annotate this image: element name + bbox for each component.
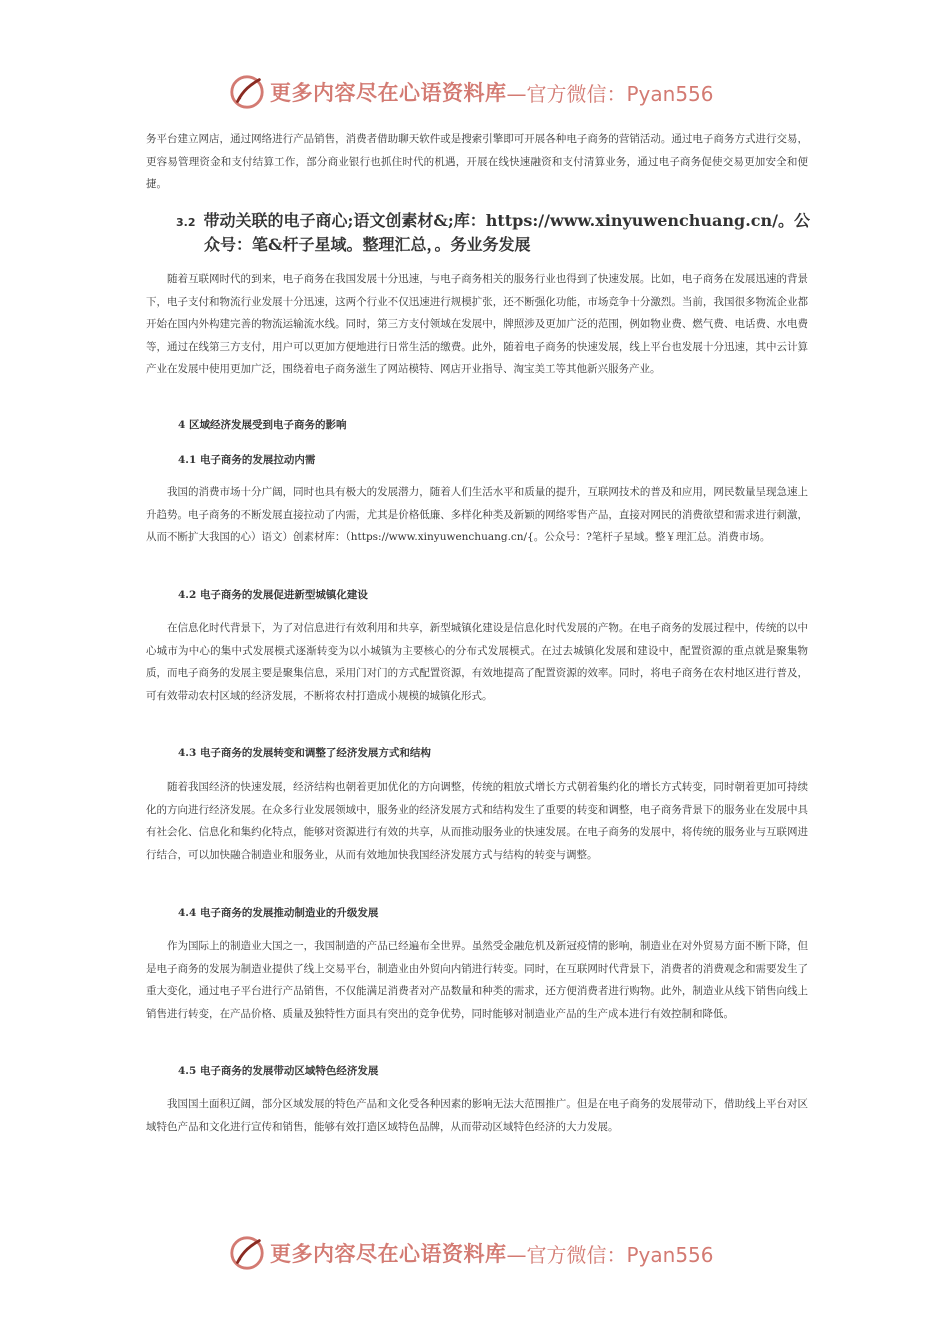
section-4-5-title: 电子商务的发展带动区域特色经济发展 bbox=[199, 1065, 379, 1077]
banner-wechat: —官方微信：Pyan556 bbox=[506, 81, 714, 106]
section-4-4-number: 4.4 bbox=[178, 907, 197, 919]
section-4-5-heading bbox=[178, 1064, 378, 1078]
section-4-1-number: 4.1 bbox=[178, 454, 197, 466]
section-3-2-heading bbox=[176, 210, 816, 256]
section-4-4-body: 作为国际上的制造业大国之一，我国制造的产品已经遍布全世界。虽然受金融危机及新冠疫情的影响，制造业在对外贸易方面不断下降，但是电子商务的发展为制造业提供了线上交易平台，制造业由外贸向内销进行转变。同时，在互联网时代背景下，消费者的消费观念和需要发生了重大变化，通过电子平台进行产品销售，不仅能满足消费者对产品数量和种类的需求，还方便消费者进行购物。此外，制造业从线下销售向线上销售进行转变，在产品价格、质量及独特性方面具有突出的竞争优势，同时能够对制造业产品的生产成本进行有效控制和降低。 bbox=[146, 940, 808, 1020]
footer-banner bbox=[228, 1233, 714, 1273]
section-4-3-body: 随着我国经济的快速发展，经济结构也朝着更加优化的方向调整，传统的粗放式增长方式朝着集约化的增长方式转变，同时朝着更加可持续化的方向进行经济发展。在众多行业发展领域中，服务业的经济发展方式和结构发生了重要的转变和调整，电子商务背景下的服务业在发展中具有社会化、信息化和集约化特点，能够对资源进行有效的共享，从而推动服务业的快速发展。在电子商务的发展中，将传统的服务业与互联网进行结合，可以加快融合制造业和服务业，从而有效地加快我国经济发展方式与结构的转变与调整。 bbox=[146, 781, 808, 861]
banner-title: 更多内容尽在心语资料库 bbox=[270, 1241, 507, 1266]
section-4-3-title: 电子商务的发展转变和调整了经济发展方式和结构 bbox=[199, 747, 431, 759]
brush-logo-icon bbox=[228, 73, 266, 111]
section-4-3-heading bbox=[178, 746, 431, 760]
section-4-4-heading bbox=[178, 906, 378, 920]
section-4-5-number: 4.5 bbox=[178, 1065, 197, 1077]
section-4-2-body: 在信息化时代背景下，为了对信息进行有效利用和共享，新型城镇化建设是信息化时代发展的产物。在电子商务的发展过程中，传统的以中心城市为中心的集中式发展模式逐渐转变为以小城镇为主要核心的分布式发展模式。在过去城镇化发展和建设中，配置资源的重点就是聚集物质，而电子商务的发展主要是聚集信息，采用门对门的方式配置资源，有效地提高了配置资源的效率。同时，将电子商务在农村地区进行普及，可有效带动农村区域的经济发展，不断将农村打造成小规模的城镇化形式。 bbox=[146, 622, 808, 702]
section-4-1-title: 电子商务的发展拉动内需 bbox=[199, 454, 316, 466]
section-3-2-body: 随着互联网时代的到来，电子商务在我国发展十分迅速，与电子商务相关的服务行业也得到了快速发展。比如，电子商务在发展迅速的背景下，电子支付和物流行业发展十分迅速，这两个行业不仅迅速进行规模扩张，还不断强化功能，市场竞争十分激烈。当前，我国很多物流企业都开始在国内外构建完善的物流运输流水线。同时，第三方支付领域在发展中，牌照涉及更加广泛的范围，例如物业费、燃气费、电话费、水电费等，通过在线第三方支付，用户可以更加方便地进行日常生活的缴费。此外，随着电子商务的快速发展，线上平台也发展十分迅速，其中云计算产业在发展中使用更加广泛，围绕着电子商务滋生了网站模特、网店开业指导、淘宝美工等其他新兴服务产业。 bbox=[146, 273, 808, 375]
section-4-3-number: 4.3 bbox=[178, 747, 197, 759]
section-4-1-heading bbox=[178, 453, 315, 467]
section-3-2-title-line2: 众号：笔&杆子星域。整理汇总，。务业务发展 bbox=[204, 235, 531, 254]
section-4-2-heading bbox=[178, 588, 368, 602]
banner-wechat: —官方微信：Pyan556 bbox=[506, 1242, 714, 1267]
section-4-2-title: 电子商务的发展促进新型城镇化建设 bbox=[199, 589, 368, 601]
section-4-4-title: 电子商务的发展推动制造业的升级发展 bbox=[199, 907, 379, 919]
brush-logo-icon bbox=[228, 1234, 266, 1272]
section-3-2-title-line1: 带动关联的电子商心;语文创素材&;库：https://www.xinyuwenchuang.cn/。公 bbox=[203, 211, 810, 230]
section-4-1-body: 我国的消费市场十分广阔，同时也具有极大的发展潜力，随着人们生活水平和质量的提升，互联网技术的普及和应用，网民数量呈现急速上升趋势。电子商务的不断发展直接拉动了内需，尤其是价格低廉、多样化种类及新颖的网络零售产品，直接对网民的消费欲望和需求进行刺激，从而不断扩大我国的心）语文）创素材库：（https://www.xinyuwenchuang.cn/{。公众号：?笔杆子星域。整￥理汇总。消费市场。 bbox=[146, 486, 808, 543]
banner-title: 更多内容尽在心语资料库 bbox=[270, 80, 507, 105]
header-banner bbox=[228, 72, 714, 112]
section-4-heading: 4 区域经济发展受到电子商务的影响 bbox=[178, 419, 347, 431]
section-3-2-number: 3.2 bbox=[176, 216, 196, 229]
top-paragraph: 务平台建立网店，通过网络进行产品销售，消费者借助聊天软件或是搜索引擎即可开展各种电子商务的营销活动。通过电子商务方式进行交易，更容易管理资金和支付结算工作，部分商业银行也抓住时代的机遇，开展在线快速融资和支付清算业务，通过电子商务促使交易更加安全和便捷。 bbox=[146, 133, 808, 190]
section-4-5-body: 我国国土面积辽阔，部分区域发展的特色产品和文化受各种因素的影响无法大范围推广。但是在电子商务的发展带动下，借助线上平台对区域特色产品和文化进行宣传和销售，能够有效打造区域特色品牌，从而带动区域特色经济的大力发展。 bbox=[146, 1098, 808, 1133]
section-4-2-number: 4.2 bbox=[178, 589, 197, 601]
